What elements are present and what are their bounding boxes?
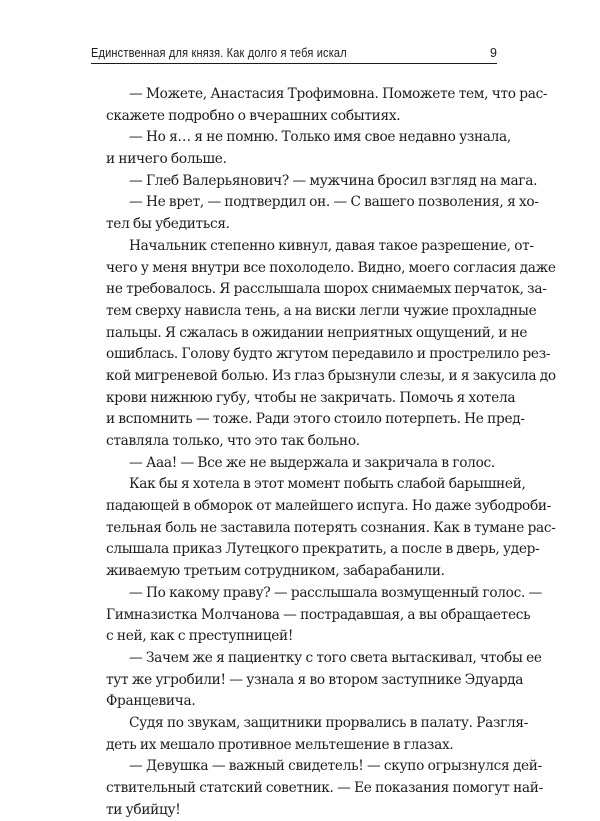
text-line: крови нижнюю губу, чтобы не закричать. Помочь я хотела [106, 389, 516, 406]
text-line: Францевича. [106, 693, 196, 710]
text-line: скажете подробно о вчерашних событиях. [106, 107, 401, 124]
text-line: и ничего больше. [106, 151, 227, 168]
text-line: живаемую третьим сотрудником, забарабанили. [106, 563, 445, 580]
text-line: ставляла только, что это так больно. [106, 433, 360, 449]
running-header [91, 46, 497, 66]
text-line: — По какому праву? — расслышала возмущенный голос. — [129, 584, 542, 601]
text-line: — Ааа! — Все же не выдержала и закричала в голос. [129, 454, 495, 471]
text-line: и вспомнить — тоже. Ради этого стоило потерпеть. Не пред- [106, 411, 525, 428]
text-line: деть их мешало противное мельтешение в глазах. [106, 736, 454, 753]
text-line: тельная боль не заставила потерять сознания. Как в тумане рас- [106, 519, 556, 536]
text-line: ошиблась. Голову будто жгутом передавило и прострелило рез- [106, 346, 551, 363]
text-line: — Зачем же я пациентку с того света вытаскивал, чтобы ее [129, 649, 542, 666]
book-title: Единственная для князя. Как долго я тебя искал [91, 46, 347, 60]
text-line: — Девушка — важный свидетель! — скупо огрызнулся дей- [129, 758, 542, 775]
text-line: — Но я… я не помню. Только имя свое недавно узнала, [129, 129, 511, 146]
text-line: падающей в обморок от малейшего испуга. Но даже зубодроби- [106, 498, 552, 515]
text-line: Как бы я хотела в этот момент побыть слабой барышней, [129, 476, 526, 493]
text-line: Начальник степенно кивнул, давая такое разрешение, от- [129, 237, 534, 254]
text-line: ствительный статский советник. — Ее показания помогут най- [106, 780, 543, 796]
text-line: Гимназистка Молчанова — пострадавшая, а вы обращаетесь [106, 606, 531, 623]
body-text [106, 84, 556, 821]
page-number: 9 [490, 46, 497, 60]
text-line: ти убийцу! [106, 801, 181, 818]
text-line: слышала приказ Лутецкого прекратить, а после в дверь, удер- [106, 541, 540, 558]
text-line: тем сверху нависла тень, а на виски легли чужие прохладные [106, 302, 537, 319]
text-line: кой мигреневой болью. Из глаз брызнули слезы, и я закусила до [106, 367, 556, 384]
text-line: не требовалось. Я расслышала шорох снимаемых перчаток, за- [106, 281, 547, 298]
text-line: с ней, как с преступницей! [106, 628, 294, 645]
text-line: — Не врет, — подтвердил он. — С вашего позволения, я хо- [129, 194, 539, 211]
text-line: тел бы убедиться. [106, 216, 230, 233]
text-line: Судя по звукам, защитники прорвались в палату. Разгля- [129, 714, 529, 731]
text-line: тут же угробили! — узнала я во втором заступнике Эдуарда [106, 671, 524, 688]
text-line: — Глеб Валерьянович? — мужчина бросил взгляд на мага. [129, 172, 538, 189]
text-line: — Можете, Анастасия Трофимовна. Поможете тем, что рас- [129, 86, 548, 102]
text-line: чего у меня внутри все похолодело. Видно, моего согласия даже [106, 259, 556, 276]
header-divider [91, 63, 497, 64]
text-line: пальцы. Я сжалась в ожидании неприятных ощущений, и не [106, 324, 528, 341]
